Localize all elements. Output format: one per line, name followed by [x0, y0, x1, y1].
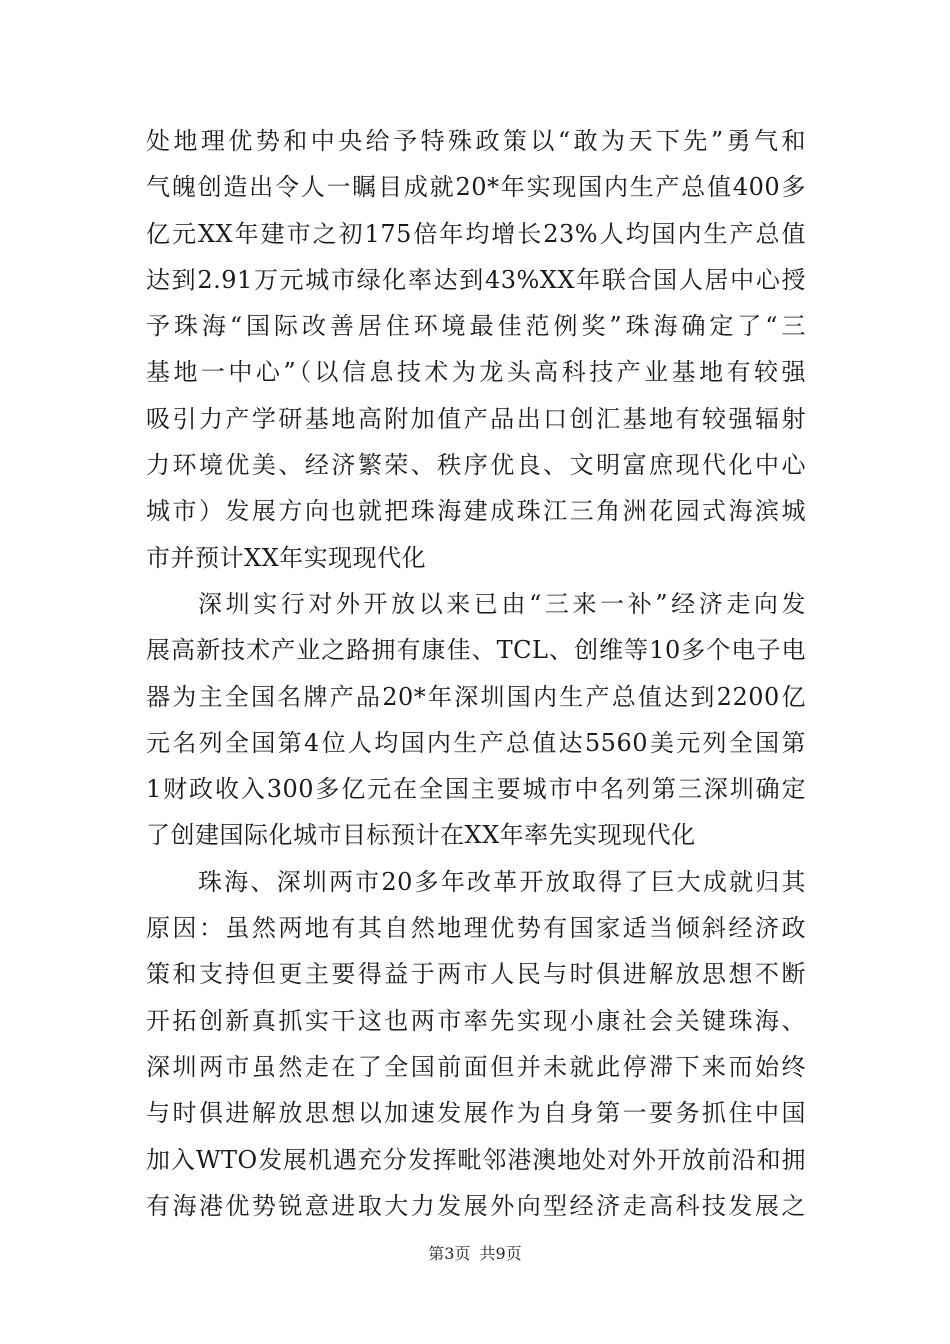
text-line: 亿元XX年建市之初175倍年均增长23%人均国内生产总值 — [146, 219, 806, 248]
text-line: 气魄创造出令人一瞩目成就20*年实现国内生产总值400多 — [146, 173, 806, 202]
text-line: 了创建国际化城市目标预计在XX年率先实现现代化 — [146, 821, 696, 850]
page-footer — [0, 1243, 950, 1265]
page-number: 第3页 — [428, 1244, 471, 1263]
text-line: 有海港优势锐意进取大力发展外向型经济走高科技发展之 — [146, 1191, 806, 1220]
text-line: 策和支持但更主要得益于两市人民与时俱进解放思想不断 — [146, 960, 806, 989]
text-line: 予珠海“国际改善居住环境最佳范例奖”珠海确定了“三 — [146, 312, 806, 341]
text-line: 城市）发展方向也就把珠海建成珠江三角洲花园式海滨城 — [146, 497, 806, 526]
text-line: 加入WTO发展机遇充分发挥毗邻港澳地处对外开放前沿和拥 — [146, 1145, 806, 1174]
text-line: 处地理优势和中央给予特殊政策以“敢为天下先”勇气和 — [146, 127, 806, 155]
paragraph-first-line: 珠海、深圳两市20多年改革开放取得了巨大成就归其 — [198, 867, 806, 896]
document-body — [146, 118, 806, 1229]
text-line: 力环境优美、经济繁荣、秩序优良、文明富庶现代化中心 — [146, 451, 806, 480]
text-line: 1财政收入300多亿元在全国主要城市中名列第三深圳确定 — [146, 775, 806, 804]
paragraph-first-line: 深圳实行对外开放以来已由“三来一补”经济走向发 — [198, 589, 806, 618]
text-line: 吸引力产学研基地高附加值产品出口创汇基地有较强辐射 — [146, 404, 806, 433]
text-line: 达到2.91万元城市绿化率达到43%XX年联合国人居中心授 — [146, 265, 806, 294]
page-total: 共9页 — [479, 1244, 522, 1263]
text-line: 展高新技术产业之路拥有康佳、TCL、创维等10多个电子电 — [146, 636, 806, 665]
text-line: 市并预计XX年实现现代化 — [146, 543, 427, 572]
text-line: 器为主全国名牌产品20*年深圳国内生产总值达到2200亿 — [146, 682, 806, 711]
text-line: 开拓创新真抓实干这也两市率先实现小康社会关键珠海、 — [146, 1006, 806, 1035]
text-line: 基地一中心”（以信息技术为龙头高科技产业基地有较强 — [146, 358, 806, 387]
text-line: 原因：虽然两地有其自然地理优势有国家适当倾斜经济政 — [146, 914, 806, 943]
text-line: 深圳两市虽然走在了全国前面但并未就此停滞下来而始终 — [146, 1052, 806, 1081]
text-line: 元名列全国第4位人均国内生产总值达5560美元列全国第 — [146, 728, 806, 757]
text-line: 与时俱进解放思想以加速发展作为自身第一要务抓住中国 — [146, 1099, 806, 1128]
